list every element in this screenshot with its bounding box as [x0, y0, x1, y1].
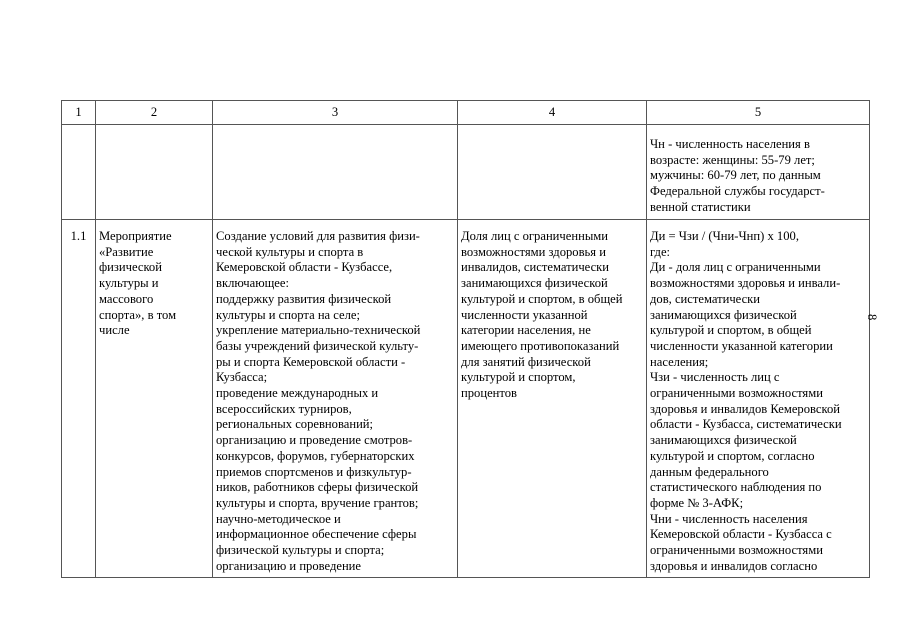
text-line: Ди - доля лиц с ограниченными: [650, 260, 821, 275]
text-line: приемов спортсменов и физкультур-: [216, 464, 412, 479]
text-line: культуры и спорта, вручение грантов;: [216, 495, 419, 510]
text-line: поддержку развития физической: [216, 291, 392, 306]
text-line: организацию и проведение: [216, 558, 362, 573]
table-row: [62, 125, 870, 220]
text-line: научно-методическое и: [216, 511, 341, 526]
text-line: категории населения, не: [461, 323, 591, 338]
text-line: Федеральной службы государст-: [650, 184, 825, 199]
text-line: для занятий физической: [461, 354, 591, 369]
row1-cell-3: [213, 125, 458, 220]
text-line: занимающихся физической: [650, 307, 797, 322]
text-line: Кемеровской области - Кузбассе,: [216, 260, 393, 275]
text-line: занимающихся физической: [650, 433, 797, 448]
text-line: ограниченными возможностями: [650, 386, 823, 401]
row2-description-cell: [213, 220, 458, 578]
text-line: ры и спорта Кемеровской области -: [216, 354, 406, 369]
text-line: культурой и спортом,: [461, 370, 576, 385]
text-line: численности указанной категории: [650, 338, 833, 353]
text-line: массового: [99, 291, 154, 306]
text-line: населения;: [650, 354, 709, 369]
text-line: числе: [99, 323, 130, 338]
text-line: включающее:: [216, 276, 289, 291]
text-line: культурой и спортом, в общей: [650, 323, 812, 338]
text-line: дов, систематически: [650, 291, 761, 306]
text-line: «Развитие: [99, 244, 154, 259]
text-line: культуры и: [99, 276, 159, 291]
text-line: Чзи - численность лиц с: [650, 370, 780, 385]
text-line: организацию и проведение смотров-: [216, 433, 413, 448]
row1-cell-2: [96, 125, 213, 220]
indicator-table: [61, 100, 870, 578]
text-line: Кузбасса;: [216, 370, 268, 385]
text-line: возможностями здоровья и инвали-: [650, 276, 841, 291]
text-line: инвалидов, систематически: [461, 260, 610, 275]
text-line: физической: [99, 260, 162, 275]
row2-indicator-cell: [458, 220, 647, 578]
text-line: статистического наблюдения по: [650, 480, 822, 495]
page-number: 8: [865, 314, 879, 321]
row2-number-cell: 1.1: [62, 220, 96, 578]
table-row: [62, 220, 870, 578]
text-line: мужчины: 60-79 лет, по данным: [650, 168, 821, 183]
text-line: спорта», в том: [99, 307, 177, 322]
text-line: Создание условий для развития физи-: [216, 229, 420, 243]
header-cell-2: 2: [96, 101, 213, 125]
text-line: Кемеровской области - Кузбасса с: [650, 527, 832, 542]
header-cell-3: 3: [213, 101, 458, 125]
text-line: Чни - численность населения: [650, 511, 808, 526]
text-line: культурой и спортом, согласно: [650, 448, 815, 463]
text-line: форме № 3-АФК;: [650, 495, 744, 510]
row1-cell-4: [458, 125, 647, 220]
header-cell-1: 1: [62, 101, 96, 125]
text-line: данным федерального: [650, 464, 769, 479]
text-line: Ди = Чзи / (Чни-Чнп) x 100,: [650, 229, 799, 243]
text-line: Доля лиц с ограниченными: [461, 229, 608, 243]
text-line: проведение международных и: [216, 386, 379, 401]
text-line: ограниченными возможностями: [650, 543, 823, 558]
text-line: информационное обеспечение сферы: [216, 527, 417, 542]
row1-cell-1: [62, 125, 96, 220]
text-line: численности указанной: [461, 307, 588, 322]
text-line: ников, работников сферы физической: [216, 480, 419, 495]
header-cell-5: 5: [647, 101, 870, 125]
text-line: возрасте: женщины: 55-79 лет;: [650, 152, 815, 167]
text-line: области - Кузбасса, систематически: [650, 417, 842, 432]
text-line: Чн - численность населения в: [650, 137, 810, 151]
text-line: ческой культуры и спорта в: [216, 244, 364, 259]
text-line: всероссийских турниров,: [216, 401, 352, 416]
row2-event-cell: [96, 220, 213, 578]
row2-formula-cell: [647, 220, 870, 578]
text-line: возможностями здоровья и: [461, 244, 606, 259]
text-line: занимающихся физической: [461, 276, 608, 291]
text-line: венной статистики: [650, 199, 751, 214]
text-line: культурой и спортом, в общей: [461, 291, 623, 306]
text-line: конкурсов, форумов, губернаторских: [216, 448, 415, 463]
header-cell-4: 4: [458, 101, 647, 125]
table-header-row: [62, 101, 870, 125]
text-line: здоровья и инвалидов Кемеровской: [650, 401, 840, 416]
text-line: здоровья и инвалидов согласно: [650, 558, 818, 573]
text-line: имеющего противопоказаний: [461, 338, 620, 353]
row1-cell-5: [647, 125, 870, 220]
text-line: региональных соревнований;: [216, 417, 374, 432]
text-line: физической культуры и спорта;: [216, 543, 385, 558]
text-line: укрепление материально-технической: [216, 323, 421, 338]
text-line: Мероприятие: [99, 229, 172, 243]
text-line: культуры и спорта на селе;: [216, 307, 360, 322]
text-line: базы учреждений физической культу-: [216, 338, 419, 353]
text-line: где:: [650, 244, 671, 259]
text-line: процентов: [461, 386, 517, 401]
